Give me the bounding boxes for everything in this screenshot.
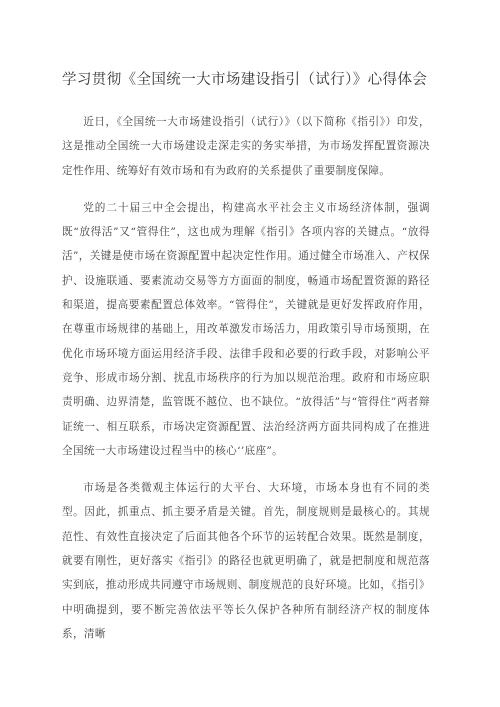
- paragraph-intro: 近日，《全国统一大市场建设指引（试行）》（以下简称《指引》）印发，这是推动全国统一大市场建设走深走实的务实举措，为市场发挥配置资源决定性作用、统筹好有效市场和有为政府的关系提供了重要制度保障。: [62, 116, 430, 177]
- paragraph-plenum: 党的二十届三中全会提出，构建高水平社会主义市场经济体制，强调既“放得活”又“管得住”，这也成为理解《指引》各项内容的关键点。“放得活”，关键是使市场在资源配置中起决定性作用。通过健全市场准入、产权保护、设施联通、要素流动交易等方方面面的制度，畅通市场配置资源的路径和渠道，提高要素配置总体效率。“管得住”，关键就是更好发挥政府作用，在尊重市场规律的基础上，用改革激发市场活力，用政策引导市场预期，在优化市场环境方面运用经济手段、法律手段和必要的行政手段，对影响公平竞争、形成市场分割、扰乱市场秩序的行为加以规范治理。政府和市场应职责明确、边界清楚，监管既不越位、也不缺位。“放得活”与“管得住”两者辩证统一、相互联系，市场决定资源配置、法治经济两方面共同构成了在推进全国统一大市场建设过程当中的核心‘’底座”。: [62, 201, 430, 457]
- document-body: [62, 110, 430, 646]
- document-title: 学习贯彻《全国统一大市场建设指引（试行）》心得体会: [62, 72, 428, 88]
- paragraph-market: 市场是各类微观主体运行的大平台、大环境，市场本身也有不同的类型。因此，抓重点、抓主要矛盾是关键。首先，制度规则是最核心的。其规范性、有效性直接决定了后面其他各个环节的运转配合效果。既然是制度，就要有刚性，更好落实《指引》的路径也就更明确了，就是把制度和规范落实到底，推动形成共同遵守市场规则、制度规范的良好环境。比如，《指引》中明确提到，要不断完善依法平等长久保护各种所有制经济产权的制度体系，清晰: [62, 482, 430, 640]
